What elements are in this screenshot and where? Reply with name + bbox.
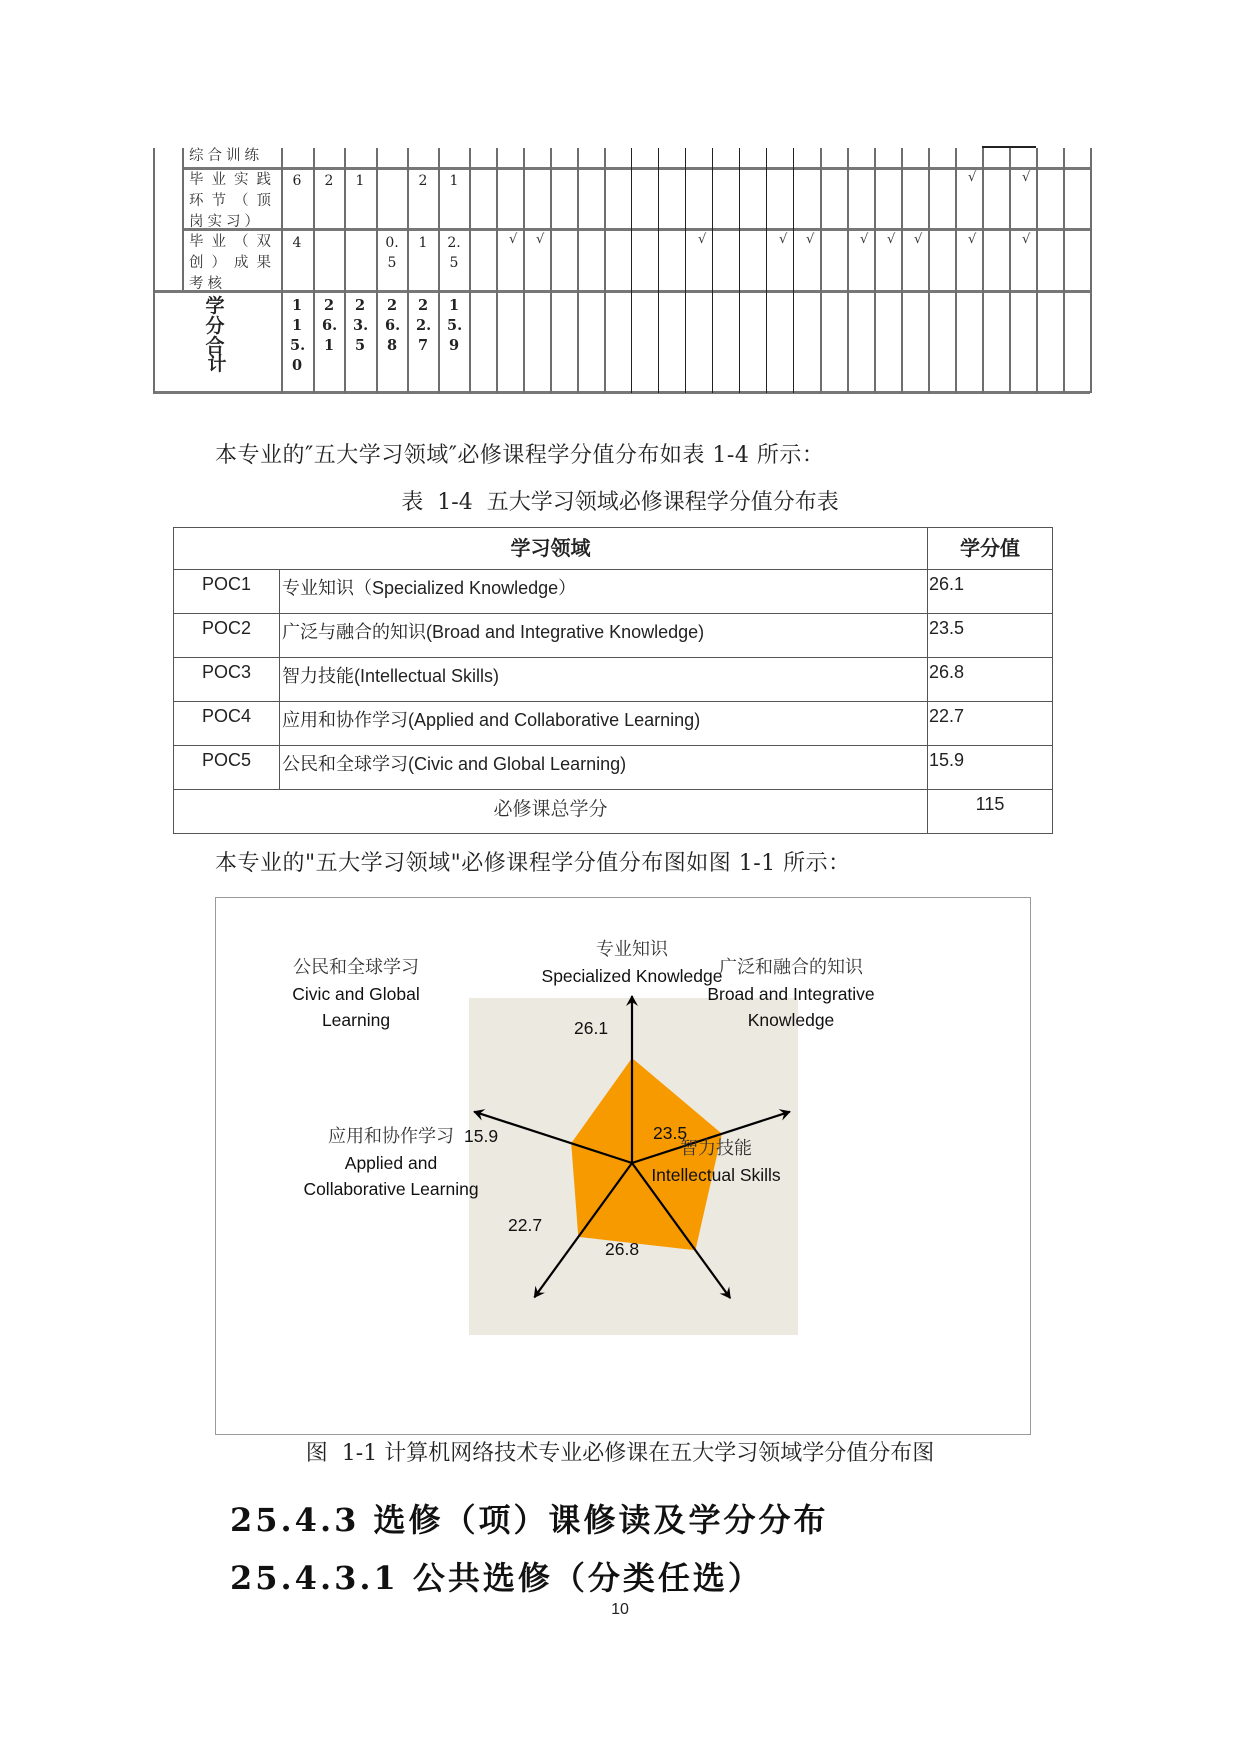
figure-caption: 图 1-1 计算机网络技术专业必修课在五大学习领域学分值分布图 <box>305 1441 935 1466</box>
total-poc: 23.5 <box>353 297 369 354</box>
row-name: 综合训练 <box>189 148 263 164</box>
table-row <box>174 746 1053 790</box>
section-heading-25-4-3: 25.4.3 选修（项）课修读及学分分布 <box>230 1501 829 1539</box>
poc-code: POC4 <box>174 702 280 746</box>
column-divider <box>982 148 984 393</box>
column-divider <box>739 148 740 393</box>
poc-code: POC5 <box>174 746 280 790</box>
column-divider <box>1063 148 1065 393</box>
check-mark-icon: √ <box>779 232 788 247</box>
column-divider <box>955 148 957 393</box>
total-poc: 15.9 <box>447 297 463 354</box>
column-divider <box>604 148 606 393</box>
table-row <box>174 702 1053 746</box>
poc-cell: 2 <box>324 173 334 189</box>
check-mark-icon: √ <box>698 232 707 247</box>
column-divider <box>847 148 849 393</box>
poc-code: POC1 <box>174 570 280 614</box>
check-mark-icon: √ <box>1022 232 1031 247</box>
table-row <box>174 658 1053 702</box>
column-divider <box>469 148 471 393</box>
poc-domain: 专业知识（Specialized Knowledge） <box>280 570 928 614</box>
total-label: 学 分 合 计 <box>205 295 247 375</box>
column-divider <box>685 148 686 393</box>
check-mark-icon: √ <box>1022 170 1031 185</box>
check-mark-icon: √ <box>914 232 923 247</box>
axis-label-applied: 应用和协作学习 Applied and Collaborative Learning <box>303 1126 479 1199</box>
column-divider <box>1090 148 1092 393</box>
column-divider <box>631 148 632 393</box>
check-mark-icon: √ <box>509 232 518 247</box>
poc-cell: 1 <box>355 173 365 189</box>
total-label: 必修课总学分 <box>174 790 928 834</box>
column-divider <box>712 148 713 393</box>
section-heading-25-4-3-1: 25.4.3.1 公共选修（分类任选） <box>230 1559 763 1597</box>
column-divider <box>313 148 315 393</box>
total-poc: 26.1 <box>322 297 338 354</box>
axis-label-civic: 公民和全球学习 Civic and Global Learning <box>292 957 420 1030</box>
table-header-row <box>174 528 1053 570</box>
check-mark-icon: √ <box>860 232 869 247</box>
row-name: 毕业（双创）成果考核 <box>189 234 275 292</box>
poc-value: 15.9 <box>928 746 1053 790</box>
row-divider <box>182 228 1090 231</box>
check-mark-icon: √ <box>536 232 545 247</box>
column-divider <box>577 148 579 393</box>
intro-paragraph: 本专业的"五大学习领域"必修课程学分值分布图如图 1-1 所示： <box>215 851 851 876</box>
poc-value: 26.1 <box>928 570 1053 614</box>
column-divider <box>658 148 659 393</box>
column-divider <box>407 148 409 393</box>
total-value: 115 <box>928 790 1053 834</box>
column-divider <box>901 148 903 393</box>
header-value: 学分值 <box>928 528 1053 570</box>
axis-label-intellectual: 智力技能 Intellectual Skills <box>651 1138 781 1185</box>
column-divider <box>793 148 794 393</box>
check-mark-icon: √ <box>968 170 977 185</box>
credit-cell: 4 <box>292 235 302 251</box>
axis-label-broad: 广泛和融合的知识 Broad and Integrative Knowledge <box>707 957 875 1030</box>
value-label-broad: 23.5 <box>653 1123 688 1143</box>
poc-cell: 1 <box>449 173 459 189</box>
column-divider <box>1036 148 1038 393</box>
header-domain: 学习领域 <box>174 528 928 570</box>
column-divider <box>928 148 930 393</box>
intro-paragraph: 本专业的″五大学习领域″必修课程学分值分布如表 1-4 所示： <box>215 443 825 468</box>
poc-domain: 广泛与融合的知识(Broad and Integrative Knowledge) <box>280 614 928 658</box>
total-credits: 115.0 <box>290 297 306 374</box>
credit-cell: 6 <box>292 173 302 189</box>
learning-domain-table <box>173 527 1053 834</box>
column-divider <box>766 148 767 393</box>
row-divider <box>153 391 1090 394</box>
value-label-intellectual: 26.8 <box>605 1239 640 1259</box>
course-matrix-table <box>153 148 1090 393</box>
poc-cell: 1 <box>418 235 428 251</box>
row-divider <box>182 167 1090 170</box>
column-divider <box>376 148 378 393</box>
value-label-applied: 22.7 <box>508 1215 543 1235</box>
poc-code: POC2 <box>174 614 280 658</box>
check-mark-icon: √ <box>887 232 896 247</box>
poc-domain: 应用和协作学习(Applied and Collaborative Learning) <box>280 702 928 746</box>
column-divider <box>281 148 283 393</box>
column-divider <box>523 148 525 393</box>
total-poc: 22.7 <box>416 297 432 354</box>
row-divider <box>153 290 1090 293</box>
column-divider <box>1009 148 1011 393</box>
column-divider <box>820 148 822 393</box>
poc-code: POC3 <box>174 658 280 702</box>
poc-domain: 智力技能(Intellectual Skills) <box>280 658 928 702</box>
check-mark-icon: √ <box>968 232 977 247</box>
poc-cell: 2 <box>418 173 428 189</box>
poc-value: 23.5 <box>928 614 1053 658</box>
column-divider <box>874 148 876 393</box>
table-row <box>174 570 1053 614</box>
value-label-civic: 15.9 <box>464 1126 499 1146</box>
table-row <box>174 614 1053 658</box>
column-divider <box>550 148 552 393</box>
poc-value: 22.7 <box>928 702 1053 746</box>
poc-domain: 公民和全球学习(Civic and Global Learning) <box>280 746 928 790</box>
total-poc: 26.8 <box>385 297 401 354</box>
page-number: 10 <box>611 1601 629 1618</box>
poc-cell: 2.5 <box>447 235 461 271</box>
column-divider <box>438 148 440 393</box>
check-mark-icon: √ <box>806 232 815 247</box>
value-label-specialized: 26.1 <box>574 1018 609 1038</box>
table-caption: 表 1-4 五大学习领域必修课程学分值分布表 <box>401 490 839 515</box>
poc-value: 26.8 <box>928 658 1053 702</box>
column-divider <box>182 148 184 290</box>
row-name: 毕业实践环节（顶岗实习） <box>189 172 275 230</box>
poc-cell: 0.5 <box>385 235 399 271</box>
radar-chart-frame <box>215 897 1031 1435</box>
axis-label-specialized: 专业知识 Specialized Knowledge <box>541 939 723 986</box>
column-divider <box>344 148 346 393</box>
column-divider <box>496 148 498 393</box>
table-total-row <box>174 790 1053 834</box>
